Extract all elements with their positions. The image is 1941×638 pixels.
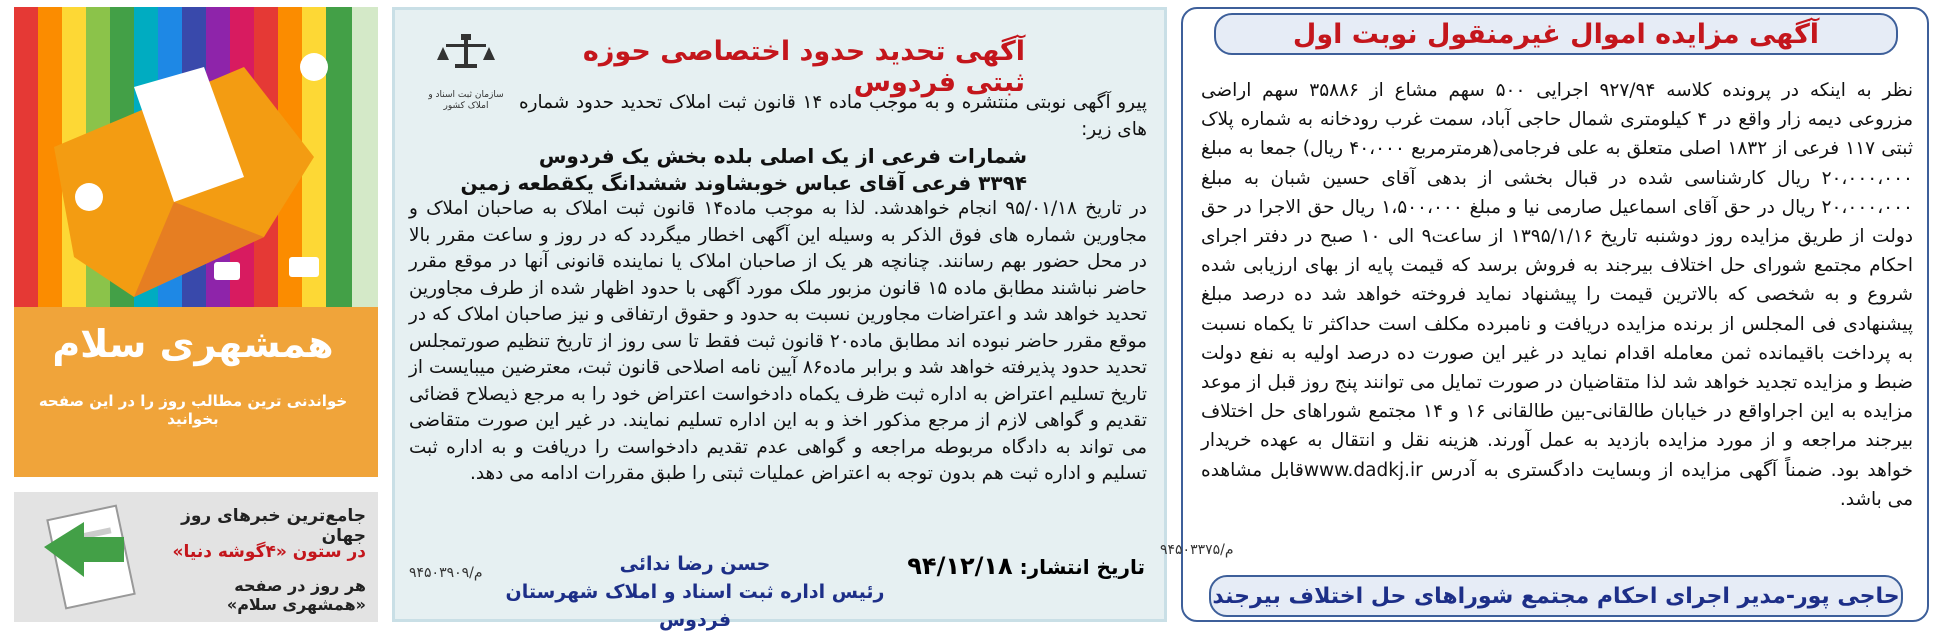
notice-body [409, 90, 1147, 488]
publish-date-label: تاریخ انتشار: [1019, 555, 1145, 579]
auction-code: م/۹۴۵۰۳۳۷۵ [1160, 542, 1234, 558]
notice-text: در تاریخ ۹۵/۰۱/۱۸ انجام خواهدشد. لذا به موجب ماده۱۴ قانون ثبت املاک به صاحبان املاک و مجاورین شماره های فوق الذکر به وسیله این آگهی اخطار میگردد که در روز و ساعت مقرر بالا در محل حضور بهم رسانند. چنانچه هر یک از صاحبان املاک یا نماینده قانونی آنها در موقع مقرر حاضر نباشند مطابق ماده ۱۵ قانون مزبور ملک مورد آگهی با حدود اظهار شده از طرف مجاورین تحدید خواهد شد و اعتراضات مجاورین نسبت به حدود و حقوق ارتفاقی و نیز صاحبان املاک که در موقع مقرر حاضر نبوده اند مطابق ماده۲۰ قانون ثبت فقط تا سی روز از تاریخ تنظیم صورتمجلس تحدید حدود پذیرفته خواهد شد و برابر ماده۸۶ آیین نامه اصلاحی قانون ثبت، معترضین میبایست از تاریخ تسلیم اعتراض به اداره ثبت ظرف یکماه دادخواست اعتراض خود را به مرجع ذیصلاح قضائی تقدیم و گواهی لازم از مرجع مذکور اخذ و به این اداره تسلیم نمایند. در غیر این صورت متقاضی می تواند به دادگاه مربوطه مراجعه و گواهی عدم تقدیم دادخواست را دریافت و به اداره ثبت تسلیم و اداره ثبت هم بدون توجه به اعتراض عملیات ثبتی را طبق مقررات ادامه می دهد. [409, 198, 1148, 484]
notice-heading-1: شمارات فرعی از یک اصلی بلده بخش یک فردوس [538, 144, 1027, 168]
emblem-icon [421, 30, 511, 90]
notice-heading-2: ۳۳۹۴ فرعی آقای عباس خوبشاوند ششدانگ یکقطعه زمین [460, 170, 1027, 195]
publish-date [885, 552, 1145, 581]
auction-title: آگهی مزایده اموال غیرمنقول نوبت اول [1214, 13, 1898, 55]
notice-intro: پیرو آگهی نوبتی منتشره و به موجب ماده ۱۴ قانون ثبت املاک تحدید حدود شماره های زیر: [519, 92, 1147, 140]
ad-line-2: در ستون «۴گوشه دنیا» [172, 542, 366, 562]
auction-footer: حاجی پور-مدیر اجرای احکام مجتمع شوراهای حل اختلاف بیرجند [1209, 575, 1903, 617]
notice-border-demarcation [392, 7, 1167, 631]
signature-block [495, 550, 895, 634]
notice-title: آگهی تحدید حدود اختصاصی حوزه ثبتی فردوس [582, 36, 1025, 98]
emblem-caption: سازمان ثبت اسناد و املاک کشور [428, 90, 504, 111]
ad-title: همشهری سلام [52, 322, 334, 366]
notice-code: م/۹۴۵۰۳۹۰۹ [409, 565, 483, 581]
ad-news-banner[interactable] [14, 492, 378, 622]
auction-body: نظر به اینکه در پرونده کلاسه ۹۲۷/۹۴ اجرایی ۵۰۰ سهم مشاع از ۳۵۸۸۶ سهم اراضی مزروعی دیمه زار واقع در ۴ کیلومتری شمال حاجی آباد، سمت غرب رودخانه به شماره پلاک ثبتی ۱۱۷ فرعی از ۱۸۳۲ اصلی متعلق به علی فرجامی(هرمترمربع ۴۰،۰۰۰ ریال) جمعا به مبلغ ۲۰،۰۰۰،۰۰۰ ریال کارشناسی شده در قبال بخشی از بدهی آقای حسین شبان به مبلغ ۲۰،۰۰۰،۰۰۰ ریال در حق آقای اسماعیل صارمی نیا و مبلغ ۱،۵۰۰،۰۰۰ ریال حق الاجرا در حق دولت از طریق مزایده روز دوشنبه تاریخ ۱۳۹۵/۱/۱۶ از ساعت۹ الی ۱۰ صبح در دفتر اجرای احکام مجتمع شورای حل اختلاف بیرجند به فروش برسد که قیمت پایه از بهای ارزیابی شده شروع و به شخصی که بالاترین قیمت را پیشنهاد نماید فروخته خواهد شد ده درصد مبلغ پیشنهادی فی المجلس از برنده مزایده دریافت و نامبرده مکلف است حداکثر تا یکماه نسبت به پرداخت باقیمانده ثمن معامله اقدام نماید در غیر این صورت ده درصد اولیه به نفع دولت ضبط و مزایده تجدید خواهد شد لذا متقاضیان در صورت تمایل می توانند پنج روز قبل از موعد مزایده به این اجراواقع در خیابان طالقانی-بین طالقانی ۱۶ و ۱۴ مجتمع شوراهای حل اختلاف بیرجند مراجعه و از مورد مزایده بازدید به عمل آورند. هزینه نقل و انتقال به عهده خریدار خواهد بود. ضمناً آگهی مزایده از وبسایت دادگستری به آدرس www.dadkj.irقابل مشاهده می باشد. [1201, 80, 1914, 510]
signer-name: حسن رضا ندائی [619, 553, 771, 575]
ad-hamshahri-salam[interactable] [14, 7, 378, 477]
document-arrow-icon [14, 492, 154, 622]
signer-role: رئیس اداره ثبت اسناد و املاک شهرستان فردوس [505, 581, 885, 631]
ad-subtitle: خواندنی ترین مطالب روز را در این صفحه بخوانید [38, 392, 348, 428]
publish-date-value: ۹۴/۱۲/۱۸ [907, 552, 1013, 580]
ad-line-3: هر روز در صفحه «همشهری سلام» [226, 576, 366, 614]
ad-line-1: جامع‌ترین خبرهای روز جهان [181, 506, 366, 546]
notice-auction [1181, 7, 1929, 622]
